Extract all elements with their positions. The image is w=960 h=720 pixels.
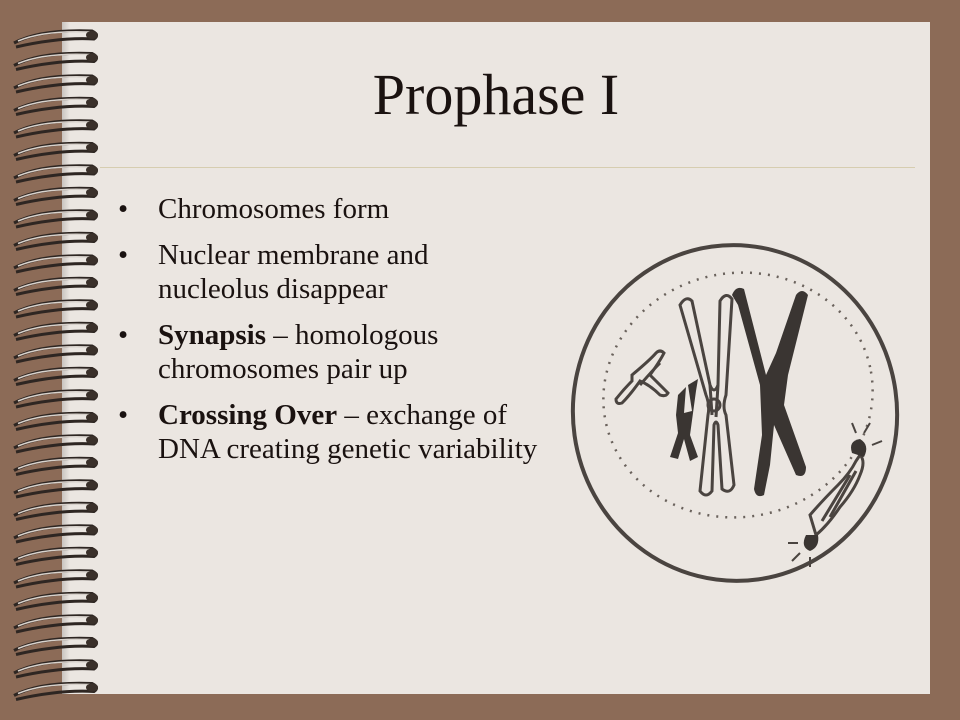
spiral-coil [14, 166, 98, 182]
spiral-coil [14, 31, 98, 47]
spiral-coil [14, 526, 98, 542]
spiral-coil [14, 683, 98, 699]
bullet-text: Nuclear membrane and nucleolus disappear [158, 239, 429, 305]
spiral-coil [14, 188, 98, 204]
spiral-coil [14, 481, 98, 497]
bullet-dot: • [118, 399, 129, 431]
spiral-coil [14, 256, 98, 272]
bullet-dot: • [118, 239, 129, 271]
spiral-coil [14, 323, 98, 339]
bullet-dot: • [118, 193, 129, 225]
spiral-coil [14, 548, 98, 564]
spiral-coil [14, 436, 98, 452]
bullet-text: – exchange of DNA creating genetic variability [158, 399, 538, 465]
spiral-coil [14, 661, 98, 677]
spiral-coil [14, 638, 98, 654]
slide-title: Prophase I [372, 62, 620, 127]
spiral-coil [14, 391, 98, 407]
bullet-bold-term: Synapsis [158, 319, 267, 351]
spiral-coil [14, 233, 98, 249]
cell-prophase-illustration [560, 235, 910, 595]
spiral-coil [14, 211, 98, 227]
bullet-bold-term: Crossing Over [158, 399, 338, 431]
spiral-coil [14, 571, 98, 587]
spiral-coil [14, 593, 98, 609]
bullet-item [118, 318, 538, 386]
spiral-coil [14, 616, 98, 632]
spiral-coil [14, 458, 98, 474]
bullet-list [118, 192, 538, 478]
bullet-text: – homologous chromosomes pair up [158, 319, 439, 385]
spiral-coil [14, 346, 98, 362]
spiral-coil [14, 301, 98, 317]
spiral-coil [14, 413, 98, 429]
spiral-coil [14, 278, 98, 294]
bullet-item [118, 238, 538, 306]
spiral-coil [14, 368, 98, 384]
spiral-coil [14, 503, 98, 519]
bullet-item [118, 398, 538, 466]
bullet-item [118, 192, 538, 226]
title-divider [100, 167, 915, 168]
bullet-dot: • [118, 319, 129, 351]
bullet-text: Chromosomes form [158, 193, 390, 225]
spiral-coil [14, 143, 98, 159]
